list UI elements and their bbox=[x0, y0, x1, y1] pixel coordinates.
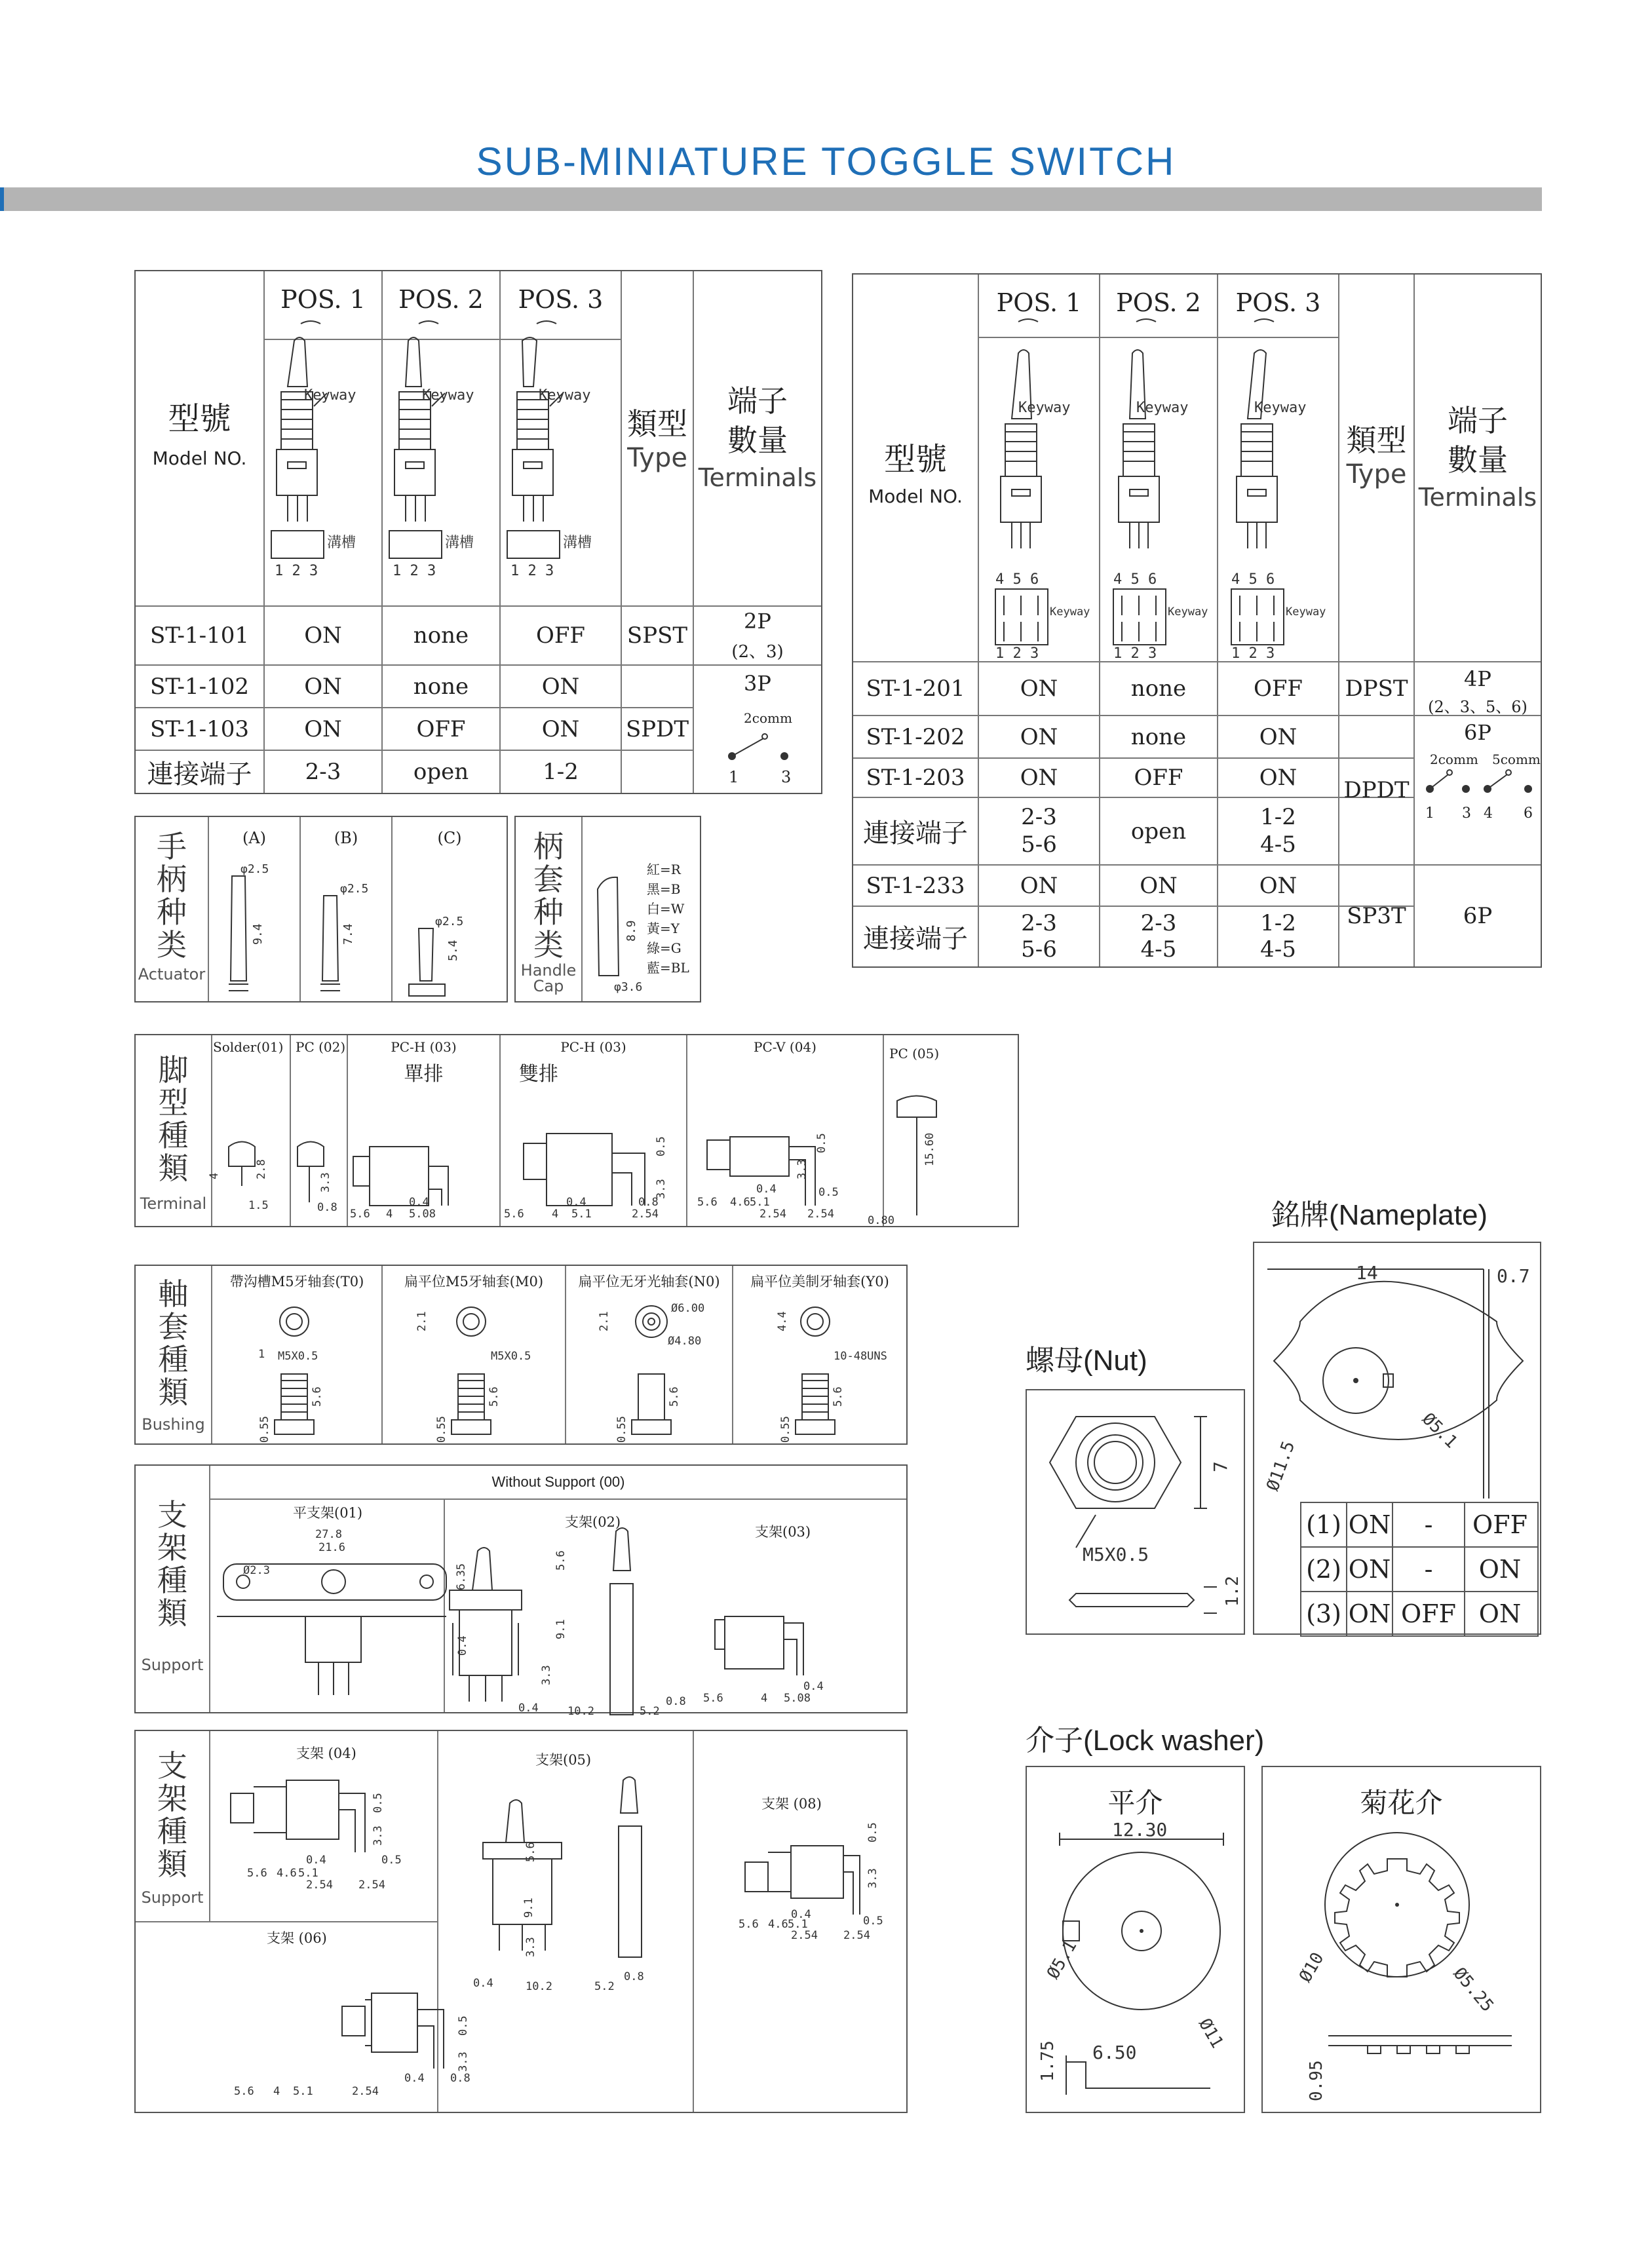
keyway-label: Keyway bbox=[304, 387, 356, 404]
terminal-pins-2p: (2、3) bbox=[731, 642, 784, 662]
svg-text:5.1: 5.1 bbox=[788, 1918, 808, 1931]
svg-text:φ2.5: φ2.5 bbox=[240, 862, 269, 876]
svg-text:5.1: 5.1 bbox=[298, 1867, 318, 1880]
svg-text:5.08: 5.08 bbox=[784, 1692, 811, 1705]
pin-numbers: 1 2 3 bbox=[1231, 645, 1275, 662]
groove-label: 溝槽 bbox=[563, 535, 592, 551]
groove-label: 溝槽 bbox=[445, 535, 474, 551]
terminals-header-en: Terminals bbox=[1418, 483, 1537, 512]
cell-pos3: ON bbox=[541, 673, 580, 700]
nameplate-title: 銘牌(Nameplate) bbox=[1271, 1199, 1488, 1231]
support-03: 支架(03) bbox=[755, 1524, 811, 1540]
svg-text:15.60: 15.60 bbox=[923, 1132, 936, 1166]
svg-text:0.5: 0.5 bbox=[815, 1133, 828, 1153]
keyway-label: Keyway bbox=[1050, 605, 1090, 619]
cell-pos2: OFF bbox=[1134, 765, 1183, 791]
terminal-pc: PC (02) bbox=[296, 1039, 346, 1055]
pin-numbers: 1 2 3 bbox=[275, 563, 318, 579]
svg-text:5.1: 5.1 bbox=[750, 1196, 770, 1209]
terminal-single-row: 單排 bbox=[404, 1063, 444, 1086]
nameplate-drawing bbox=[1254, 1243, 1540, 1505]
connection-row-label: 連接端子 bbox=[147, 759, 252, 790]
svg-text:1.75: 1.75 bbox=[1038, 2040, 1058, 2082]
pin-1: 1 bbox=[729, 768, 739, 786]
svg-text:2.54: 2.54 bbox=[807, 1208, 834, 1221]
support-drawings-1 bbox=[210, 1518, 906, 1718]
model-header-en: Model NO. bbox=[152, 447, 247, 469]
type-header-cn: 類型 bbox=[1346, 423, 1407, 458]
svg-text:0.80: 0.80 bbox=[868, 1214, 894, 1227]
svg-text:5.6: 5.6 bbox=[234, 2085, 254, 2098]
handle-color-codes: 紅=R 黑=B 白=W 黃=Y 綠=G 藍=BL bbox=[647, 862, 689, 976]
svg-text:Ø11.5: Ø11.5 bbox=[1263, 1438, 1299, 1494]
table-double-pole bbox=[852, 273, 1542, 968]
svg-text:5.6: 5.6 bbox=[524, 1842, 537, 1862]
connection-row-label: 連接端子 bbox=[863, 924, 968, 954]
handle-cap-panel bbox=[514, 816, 701, 1002]
title-bar bbox=[0, 187, 1542, 211]
actuator-drawings bbox=[209, 856, 508, 1001]
svg-text:8.9: 8.9 bbox=[624, 920, 638, 942]
svg-text:4: 4 bbox=[386, 1208, 393, 1221]
cell-pos3: ON bbox=[1259, 723, 1297, 750]
support-label-en: Support bbox=[141, 1888, 204, 1907]
svg-text:0.55: 0.55 bbox=[258, 1416, 271, 1443]
svg-text:9.1: 9.1 bbox=[522, 1898, 535, 1918]
support-02: 支架(02) bbox=[565, 1514, 621, 1530]
pin-label: 3 bbox=[1462, 805, 1471, 822]
svg-text:5.2: 5.2 bbox=[640, 1705, 660, 1718]
svg-text:0.95: 0.95 bbox=[1307, 2060, 1326, 2101]
svg-text:3.3: 3.3 bbox=[319, 1172, 332, 1193]
keyway-label: Keyway bbox=[1254, 400, 1307, 416]
svg-text:φ2.5: φ2.5 bbox=[340, 882, 369, 896]
cell-pos3-a: 1-2 bbox=[1260, 804, 1296, 830]
svg-text:5.6: 5.6 bbox=[739, 1918, 759, 1931]
table-single-pole bbox=[134, 270, 822, 794]
svg-text:2.54: 2.54 bbox=[352, 2085, 379, 2098]
bushing-n0: 扁平位无牙光轴套(N0) bbox=[578, 1274, 720, 1289]
table-row: (3) ON OFF ON bbox=[1301, 1592, 1537, 1635]
svg-text:Ø5.1: Ø5.1 bbox=[1418, 1409, 1461, 1453]
svg-text:4.4: 4.4 bbox=[776, 1311, 789, 1331]
pin-label: 4 bbox=[1484, 805, 1493, 822]
svg-text:0.55: 0.55 bbox=[779, 1416, 792, 1443]
type-spdt: SPDT bbox=[625, 716, 689, 742]
model-st-1-103: ST-1-103 bbox=[149, 716, 250, 742]
without-support-header: Without Support (00) bbox=[491, 1474, 625, 1490]
actuator-c: (C) bbox=[437, 829, 462, 847]
flat-washer-panel bbox=[1026, 1766, 1245, 2113]
svg-text:7: 7 bbox=[1210, 1461, 1231, 1472]
actuator-panel bbox=[134, 816, 508, 1002]
svg-text:0.4: 0.4 bbox=[803, 1680, 824, 1693]
bushing-label-en: Bushing bbox=[142, 1415, 205, 1434]
svg-text:0.4: 0.4 bbox=[473, 1977, 493, 1990]
model-st-1-102: ST-1-102 bbox=[149, 673, 250, 700]
bushing-drawings bbox=[212, 1295, 907, 1443]
svg-text:4: 4 bbox=[761, 1692, 768, 1705]
pin-numbers-top: 4 5 6 bbox=[995, 571, 1039, 588]
groove-label: 溝槽 bbox=[327, 535, 356, 551]
comm2-label: 2comm bbox=[1430, 752, 1478, 767]
svg-text:5.6: 5.6 bbox=[697, 1196, 718, 1209]
svg-text:0.55: 0.55 bbox=[615, 1416, 628, 1443]
svg-text:0.5: 0.5 bbox=[866, 1822, 879, 1842]
svg-text:4.6: 4.6 bbox=[730, 1196, 750, 1209]
cell-pos3-a: 1-2 bbox=[1260, 910, 1296, 936]
svg-text:10.2: 10.2 bbox=[526, 1980, 552, 1993]
cell-pos1-a: 2-3 bbox=[1021, 910, 1057, 936]
svg-text:3.3: 3.3 bbox=[457, 2052, 470, 2072]
terminal-count-2p: 2P bbox=[744, 609, 771, 634]
svg-text:3.3: 3.3 bbox=[372, 1825, 385, 1846]
model-st-1-101: ST-1-101 bbox=[149, 622, 250, 649]
support-01: 平支架(01) bbox=[293, 1505, 363, 1521]
cell-pos2-b: 4-5 bbox=[1140, 936, 1177, 963]
svg-text:2.1: 2.1 bbox=[598, 1311, 611, 1331]
cell-pos2: none bbox=[413, 673, 469, 700]
support-panel-2 bbox=[134, 1730, 908, 2113]
nut-drawing bbox=[1027, 1390, 1244, 1633]
cell-pos3: ON bbox=[1259, 765, 1297, 791]
model-st-1-202: ST-1-202 bbox=[866, 723, 965, 750]
svg-text:6.50: 6.50 bbox=[1092, 2042, 1137, 2063]
cell-pos3: 1-2 bbox=[543, 759, 579, 785]
svg-text:7.4: 7.4 bbox=[341, 923, 355, 945]
nut-panel bbox=[1026, 1389, 1245, 1635]
model-st-1-201: ST-1-201 bbox=[866, 676, 965, 702]
connection-row-label: 連接端子 bbox=[863, 818, 968, 849]
svg-text:0.4: 0.4 bbox=[409, 1196, 429, 1209]
support-label-en: Support bbox=[141, 1656, 204, 1674]
svg-text:2.54: 2.54 bbox=[632, 1208, 659, 1221]
terminal-panel bbox=[134, 1034, 1019, 1227]
pos1-header: POS. 1 bbox=[996, 288, 1082, 317]
svg-text:2.8: 2.8 bbox=[255, 1159, 268, 1179]
svg-text:4.6: 4.6 bbox=[277, 1867, 297, 1880]
svg-text:2.54: 2.54 bbox=[759, 1208, 786, 1221]
svg-text:0.8: 0.8 bbox=[638, 1196, 659, 1209]
terminal-pc-v: PC-V (04) bbox=[754, 1039, 816, 1055]
svg-text:3.3: 3.3 bbox=[655, 1179, 668, 1199]
svg-text:0.5: 0.5 bbox=[863, 1915, 883, 1928]
svg-text:0.8: 0.8 bbox=[624, 1970, 644, 1983]
terminal-drawings bbox=[208, 1075, 1018, 1227]
bushing-label-cn: 軸 套 種 類 bbox=[158, 1276, 189, 1410]
cell-pos1-a: 2-3 bbox=[1021, 804, 1057, 830]
pin-numbers-top: 4 5 6 bbox=[1113, 571, 1157, 588]
cell-pos2: OFF bbox=[416, 716, 466, 742]
svg-text:0.5: 0.5 bbox=[655, 1136, 668, 1156]
svg-text:4: 4 bbox=[273, 2085, 280, 2098]
cell-pos3: ON bbox=[541, 716, 580, 742]
star-washer-panel bbox=[1261, 1766, 1541, 2113]
svg-text:0.8: 0.8 bbox=[317, 1201, 337, 1214]
pin-3: 3 bbox=[781, 768, 792, 786]
cell-pos3: OFF bbox=[535, 622, 586, 649]
pin-label: 6 bbox=[1524, 805, 1533, 822]
type-sp3t: SP3T bbox=[1347, 903, 1406, 929]
actuator-b: (B) bbox=[334, 829, 358, 847]
svg-text:4: 4 bbox=[552, 1208, 559, 1221]
svg-text:14: 14 bbox=[1356, 1262, 1378, 1284]
cell-pos1: ON bbox=[304, 716, 342, 742]
handle-cap-label-cn: 柄 套 种 类 bbox=[533, 829, 564, 963]
svg-text:5.6: 5.6 bbox=[703, 1692, 723, 1705]
svg-text:5.6: 5.6 bbox=[668, 1386, 681, 1407]
svg-text:5.6: 5.6 bbox=[247, 1867, 267, 1880]
keyway-label: Keyway bbox=[1136, 400, 1189, 416]
page-title: SUB-MINIATURE TOGGLE SWITCH bbox=[476, 140, 1176, 183]
svg-text:5.4: 5.4 bbox=[446, 940, 460, 961]
support-panel-1 bbox=[134, 1464, 908, 1718]
type-dpst: DPST bbox=[1345, 676, 1408, 702]
handle-cap-drawing bbox=[588, 856, 647, 994]
star-washer-drawing bbox=[1263, 1820, 1540, 2112]
cell-pos1: 2-3 bbox=[305, 759, 341, 785]
svg-text:0.8: 0.8 bbox=[450, 2072, 471, 2085]
cell-pos2: none bbox=[1130, 676, 1187, 702]
svg-text:1.2: 1.2 bbox=[1223, 1576, 1242, 1607]
svg-text:0.4: 0.4 bbox=[404, 2072, 425, 2085]
support-06: 支架 (06) bbox=[267, 1930, 327, 1946]
support-04: 支架 (04) bbox=[296, 1746, 356, 1761]
cell-pos3: OFF bbox=[1253, 676, 1303, 702]
svg-text:M5X0.5: M5X0.5 bbox=[491, 1350, 531, 1363]
comm5-label: 5comm bbox=[1492, 752, 1541, 767]
keyway-label: Keyway bbox=[1018, 400, 1071, 416]
pin-numbers-top: 4 5 6 bbox=[1231, 571, 1275, 588]
svg-text:φ2.5: φ2.5 bbox=[435, 915, 464, 928]
pin-label: 1 bbox=[1425, 805, 1434, 822]
pin-numbers: 1 2 3 bbox=[510, 563, 554, 579]
svg-text:5.6: 5.6 bbox=[832, 1386, 845, 1407]
cell-pos2: open bbox=[1130, 818, 1187, 845]
svg-text:0.4: 0.4 bbox=[566, 1196, 586, 1209]
pin-numbers: 1 2 3 bbox=[995, 645, 1039, 662]
svg-text:3.3: 3.3 bbox=[540, 1665, 553, 1685]
terminals-header-cn1: 端子 bbox=[1448, 403, 1508, 438]
svg-text:0.7: 0.7 bbox=[1497, 1265, 1530, 1287]
cell-pos1-b: 5-6 bbox=[1021, 936, 1057, 963]
terminals-header-cn1: 端子 bbox=[727, 383, 788, 419]
cell-pos1: ON bbox=[1020, 723, 1058, 750]
pos1-header: POS. 1 bbox=[280, 284, 366, 314]
type-dpdt: DPDT bbox=[1343, 777, 1410, 803]
svg-text:3.3: 3.3 bbox=[524, 1937, 537, 1957]
terminal-count-4p: 4P bbox=[1464, 666, 1491, 691]
svg-text:2.54: 2.54 bbox=[358, 1879, 385, 1892]
flat-washer-label: 平介 bbox=[1107, 1787, 1163, 1819]
model-st-1-203: ST-1-203 bbox=[866, 765, 965, 791]
cell-pos1: ON bbox=[304, 673, 342, 700]
cell-pos3-b: 4-5 bbox=[1260, 936, 1296, 963]
support-label-cn: 支 架 種 類 bbox=[157, 1497, 187, 1631]
terminal-double-row: 雙排 bbox=[519, 1063, 558, 1086]
svg-text:6.35: 6.35 bbox=[455, 1563, 468, 1590]
svg-text:0.55: 0.55 bbox=[435, 1416, 448, 1443]
terminal-pc-h-single: PC-H (03) bbox=[391, 1039, 457, 1055]
dpdt-schematic bbox=[1417, 766, 1541, 799]
cell-pos2: open bbox=[413, 759, 469, 785]
svg-text:Ø5.1: Ø5.1 bbox=[1043, 1937, 1081, 1983]
terminal-solder: Solder(01) bbox=[213, 1039, 284, 1055]
svg-text:10.2: 10.2 bbox=[567, 1705, 594, 1718]
svg-text:12.30: 12.30 bbox=[1112, 1819, 1168, 1841]
svg-text:3.3: 3.3 bbox=[866, 1868, 879, 1888]
terminal-label-cn: 脚 型 種 類 bbox=[158, 1052, 189, 1186]
cell-pos1: ON bbox=[304, 622, 342, 649]
handle-cap-label-en: Handle Cap bbox=[520, 961, 577, 995]
cell-pos1: ON bbox=[1020, 676, 1058, 702]
toggle-drawings-t2 bbox=[979, 314, 1338, 660]
svg-text:27.8: 27.8 bbox=[315, 1528, 342, 1541]
svg-text:0.4: 0.4 bbox=[456, 1635, 469, 1656]
cell-pos3-b: 4-5 bbox=[1260, 831, 1296, 858]
cell-pos1-b: 5-6 bbox=[1021, 831, 1057, 858]
svg-text:M5X0.5: M5X0.5 bbox=[278, 1350, 318, 1363]
svg-text:3.3: 3.3 bbox=[796, 1159, 809, 1179]
cell-pos2: none bbox=[413, 622, 469, 649]
lock-washer-title: 介子(Lock washer) bbox=[1026, 1725, 1265, 1757]
svg-text:5.1: 5.1 bbox=[571, 1208, 592, 1221]
svg-text:4: 4 bbox=[208, 1172, 221, 1179]
svg-text:Ø10: Ø10 bbox=[1296, 1949, 1328, 1986]
svg-text:5.08: 5.08 bbox=[409, 1208, 436, 1221]
pin-numbers: 1 2 3 bbox=[1113, 645, 1157, 662]
terminals-header-cn2: 數量 bbox=[727, 423, 788, 458]
type-header-en: Type bbox=[627, 443, 687, 473]
spdt-schematic bbox=[712, 730, 811, 769]
svg-text:5.6: 5.6 bbox=[311, 1386, 324, 1407]
svg-text:0.5: 0.5 bbox=[372, 1793, 385, 1813]
svg-text:5.2: 5.2 bbox=[594, 1980, 615, 1993]
svg-text:0.4: 0.4 bbox=[518, 1702, 539, 1715]
keyway-label: Keyway bbox=[1168, 605, 1208, 619]
keyway-label: Keyway bbox=[1286, 605, 1326, 619]
svg-text:0.5: 0.5 bbox=[818, 1186, 839, 1199]
type-header-cn: 類型 bbox=[627, 406, 687, 442]
terminal-count-6p: 6P bbox=[1464, 720, 1491, 745]
support-05: 支架(05) bbox=[535, 1752, 592, 1768]
support-label-cn: 支 架 種 類 bbox=[157, 1748, 187, 1882]
model-header-cn: 型號 bbox=[168, 400, 231, 437]
table-row: (2) ON - ON bbox=[1301, 1548, 1537, 1592]
svg-text:2.1: 2.1 bbox=[415, 1311, 429, 1331]
title-bar-accent bbox=[0, 187, 4, 211]
svg-text:0.5: 0.5 bbox=[457, 2015, 470, 2036]
support-08: 支架 (08) bbox=[761, 1796, 822, 1812]
actuator-label-cn: 手 柄 种 类 bbox=[157, 829, 187, 963]
terminal-pc-05: PC (05) bbox=[889, 1046, 940, 1061]
model-header-cn: 型號 bbox=[883, 441, 947, 478]
svg-text:5.6: 5.6 bbox=[554, 1550, 567, 1571]
svg-text:2.54: 2.54 bbox=[843, 1929, 870, 1942]
svg-text:5.6: 5.6 bbox=[350, 1208, 370, 1221]
bushing-t0: 帶沟槽M5牙轴套(T0) bbox=[229, 1274, 364, 1289]
actuator-label-en: Actuator bbox=[138, 965, 206, 983]
flat-washer-drawing bbox=[1027, 1820, 1244, 2112]
svg-text:1.5: 1.5 bbox=[248, 1199, 269, 1212]
bushing-m0: 扁平位M5牙轴套(M0) bbox=[404, 1274, 544, 1289]
type-spst: SPST bbox=[626, 622, 688, 649]
svg-text:Ø11: Ø11 bbox=[1194, 2015, 1227, 2052]
cell-pos1: ON bbox=[1020, 765, 1058, 791]
toggle-drawings-t1 bbox=[265, 315, 621, 603]
nameplate-panel bbox=[1253, 1242, 1541, 1635]
bushing-panel bbox=[134, 1265, 908, 1445]
pos3-header: POS. 3 bbox=[518, 284, 604, 314]
svg-text:Ø2.3: Ø2.3 bbox=[243, 1564, 270, 1577]
svg-text:5.6: 5.6 bbox=[488, 1386, 501, 1407]
pin-numbers: 1 2 3 bbox=[393, 563, 436, 579]
svg-text:M5X0.5: M5X0.5 bbox=[1083, 1544, 1149, 1565]
terminal-pins-4p: (2、3、5、6) bbox=[1428, 698, 1527, 716]
svg-text:0.5: 0.5 bbox=[381, 1854, 402, 1867]
svg-text:4.6: 4.6 bbox=[768, 1918, 788, 1931]
star-washer-label: 菊花介 bbox=[1360, 1787, 1443, 1819]
terminal-count-6p-sp3t: 6P bbox=[1463, 903, 1493, 929]
cell-pos2: none bbox=[1130, 723, 1187, 750]
table-row: (1) ON - OFF bbox=[1301, 1503, 1537, 1548]
pos3-header: POS. 3 bbox=[1235, 288, 1321, 317]
svg-text:9.1: 9.1 bbox=[554, 1619, 567, 1639]
svg-text:1: 1 bbox=[258, 1348, 265, 1361]
comm-label: 2comm bbox=[744, 710, 792, 726]
cell-pos2: ON bbox=[1140, 872, 1178, 899]
nut-title: 螺母(Nut) bbox=[1026, 1345, 1147, 1377]
terminal-pc-h-double: PC-H (03) bbox=[560, 1039, 626, 1055]
svg-text:Ø6.00: Ø6.00 bbox=[671, 1302, 705, 1315]
model-st-1-233: ST-1-233 bbox=[866, 872, 965, 899]
nameplate-table bbox=[1300, 1502, 1539, 1637]
actuator-a: (A) bbox=[242, 829, 267, 847]
cell-pos1: ON bbox=[1020, 872, 1058, 899]
svg-text:10-48UNS: 10-48UNS bbox=[834, 1350, 887, 1363]
svg-text:5.6: 5.6 bbox=[504, 1208, 524, 1221]
model-header-en: Model NO. bbox=[868, 485, 963, 507]
svg-text:0.4: 0.4 bbox=[306, 1854, 326, 1867]
svg-text:5.1: 5.1 bbox=[293, 2085, 313, 2098]
type-header-en: Type bbox=[1346, 459, 1407, 489]
keyway-label: Keyway bbox=[539, 387, 591, 404]
svg-text:2.54: 2.54 bbox=[791, 1929, 818, 1942]
pos2-header: POS. 2 bbox=[1116, 288, 1201, 317]
svg-text:Ø5.25: Ø5.25 bbox=[1449, 1964, 1497, 2016]
svg-text:φ3.6: φ3.6 bbox=[614, 980, 643, 994]
support-drawings-2 bbox=[136, 1761, 906, 2112]
cell-pos2-a: 2-3 bbox=[1140, 910, 1177, 936]
cell-pos3: ON bbox=[1259, 872, 1297, 899]
terminals-header-cn2: 數量 bbox=[1448, 442, 1508, 478]
keyway-label: Keyway bbox=[422, 387, 474, 404]
pos2-header: POS. 2 bbox=[398, 284, 484, 314]
svg-text:2.54: 2.54 bbox=[306, 1879, 333, 1892]
svg-text:21.6: 21.6 bbox=[318, 1541, 345, 1554]
svg-text:0.4: 0.4 bbox=[791, 1908, 811, 1921]
terminal-label-en: Terminal bbox=[140, 1194, 207, 1213]
svg-text:0.4: 0.4 bbox=[756, 1183, 777, 1196]
svg-text:Ø4.80: Ø4.80 bbox=[668, 1335, 702, 1348]
bushing-y0: 扁平位美制牙轴套(Y0) bbox=[750, 1274, 889, 1289]
terminals-header-en: Terminals bbox=[698, 463, 817, 492]
svg-text:9.4: 9.4 bbox=[251, 923, 265, 945]
svg-text:0.8: 0.8 bbox=[666, 1695, 686, 1708]
terminal-count-3p: 3P bbox=[744, 671, 771, 696]
